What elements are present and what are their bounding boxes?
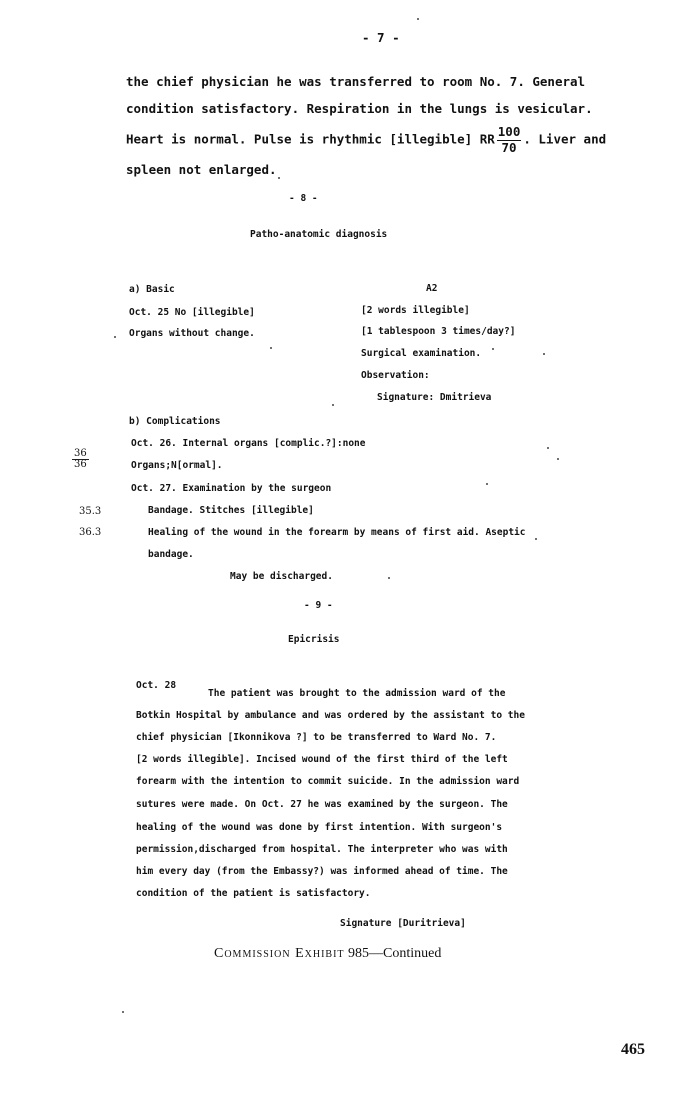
scan-speck xyxy=(388,577,390,579)
exhibit-caption-number: 985—Continued xyxy=(344,946,442,961)
scan-speck xyxy=(114,336,116,338)
basic-label: a) Basic xyxy=(129,284,175,295)
scan-speck xyxy=(270,347,272,349)
scan-speck xyxy=(535,538,537,540)
page-marker-7: - 7 - xyxy=(362,30,400,45)
scan-speck xyxy=(278,177,280,179)
epicrisis-line: forearm with the intention to commit suicide. In the admission ward xyxy=(136,776,520,787)
discharge-note: May be discharged. xyxy=(230,571,333,582)
scan-speck xyxy=(332,404,334,406)
body-line: the chief physician he was transferred to room No. 7. General xyxy=(126,74,586,89)
scan-speck xyxy=(122,1011,124,1013)
scan-speck xyxy=(557,458,559,460)
epicrisis-line: condition of the patient is satisfactory. xyxy=(136,888,371,899)
scan-speck xyxy=(486,483,488,485)
pulse-text: Heart is normal. Pulse is rhythmic [illegible] RR xyxy=(126,131,495,147)
signature-dmitrieva: Signature: Dmitrieva xyxy=(377,392,492,403)
margin-fraction-den: 36 xyxy=(74,459,87,470)
section-title-epicrisis: Epicrisis xyxy=(288,634,340,645)
diagnosis-right-line: Observation: xyxy=(361,370,430,381)
margin-temperature: 36.3 xyxy=(79,527,102,538)
body-line: spleen not enlarged. xyxy=(126,162,277,177)
healing-line-end: bandage. xyxy=(148,549,194,560)
scan-speck xyxy=(417,18,419,20)
margin-fraction xyxy=(72,449,89,470)
epicrisis-line: healing of the wound was done by first intention. With surgeon's xyxy=(136,822,503,833)
exhibit-caption-label: Commission Exhibit xyxy=(214,946,345,961)
epicrisis-date: Oct. 28 xyxy=(136,680,177,691)
exhibit-caption xyxy=(214,946,441,962)
signature-duritrieva: Signature [Duritrieva] xyxy=(340,918,466,929)
scan-speck xyxy=(547,447,549,449)
pulse-text-end: . Liver and xyxy=(523,131,607,147)
page-marker-9: - 9 - xyxy=(304,600,333,611)
bandage-line: Bandage. Stitches [illegible] xyxy=(148,505,314,516)
bp-systolic: 100 xyxy=(497,124,521,139)
diagnosis-right-line: [1 tablespoon 3 times/day?] xyxy=(361,326,516,337)
healing-line: Healing of the wound in the forearm by means of first aid. Aseptic xyxy=(148,527,526,538)
diagnosis-right-line: Surgical examination. xyxy=(361,348,482,359)
bp-diastolic: 70 xyxy=(501,139,517,155)
blood-pressure-fraction xyxy=(497,126,522,154)
section-title-diagnosis: Patho-anatomic diagnosis xyxy=(250,229,388,240)
scan-speck xyxy=(492,348,494,350)
complications-line: Oct. 27. Examination by the surgeon xyxy=(131,483,332,494)
complications-label: b) Complications xyxy=(129,416,221,427)
page-number: 465 xyxy=(621,1041,645,1058)
diagnosis-right-line: [2 words illegible] xyxy=(361,305,470,316)
epicrisis-line: sutures were made. On Oct. 27 he was examined by the surgeon. The xyxy=(136,799,508,810)
scan-speck xyxy=(543,353,545,355)
complications-line: Organs;N[ormal]. xyxy=(131,460,223,471)
margin-fraction-num: 36 xyxy=(74,448,87,459)
body-line-pulse xyxy=(126,126,606,154)
epicrisis-line: chief physician [Ikonnikova ?] to be transferred to Ward No. 7. xyxy=(136,732,497,743)
diagnosis-left-line: Organs without change. xyxy=(129,328,255,339)
a2-label: A2 xyxy=(426,283,438,294)
margin-temperature: 35.3 xyxy=(79,506,102,517)
page-marker-8: - 8 - xyxy=(289,193,318,204)
epicrisis-line: permission,discharged from hospital. The interpreter who was with xyxy=(136,844,508,855)
complications-line: Oct. 26. Internal organs [complic.?]:none xyxy=(131,438,366,449)
epicrisis-line: him every day (from the Embassy?) was informed ahead of time. The xyxy=(136,866,508,877)
body-line: condition satisfactory. Respiration in the lungs is vesicular. xyxy=(126,101,593,116)
diagnosis-left-line: Oct. 25 No [illegible] xyxy=(129,307,255,318)
epicrisis-line: Botkin Hospital by ambulance and was ordered by the assistant to the xyxy=(136,710,525,721)
epicrisis-line: [2 words illegible]. Incised wound of the first third of the left xyxy=(136,754,508,765)
epicrisis-line: The patient was brought to the admission ward of the xyxy=(208,688,506,699)
